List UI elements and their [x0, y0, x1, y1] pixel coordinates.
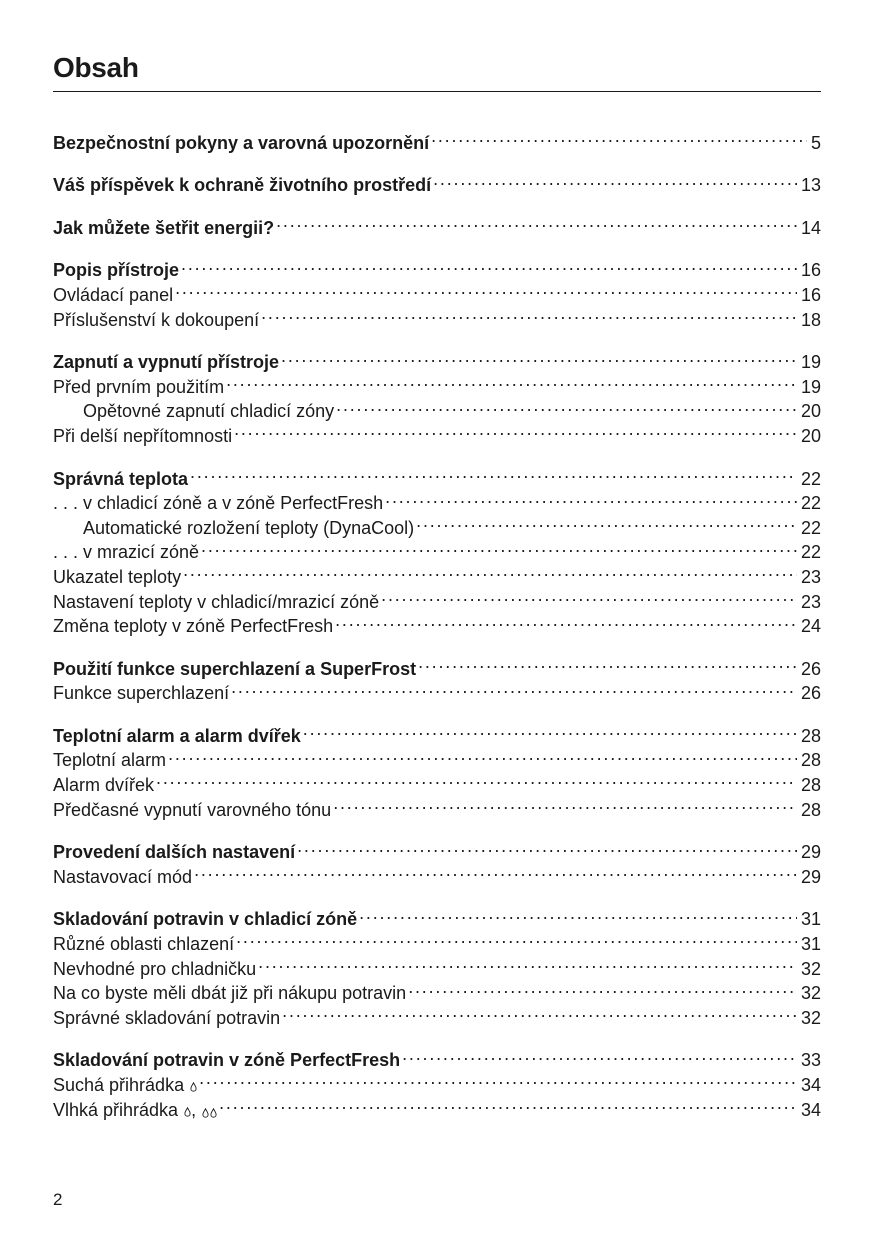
toc-leader-dots [303, 717, 797, 742]
toc-section-entry[interactable] [53, 650, 821, 679]
toc-entry-label: Ukazatel teploty [53, 566, 182, 587]
toc-page-number: 28 [800, 725, 821, 746]
toc-leader-dots [408, 975, 797, 1000]
toc-page-number: 22 [800, 468, 821, 489]
toc-page-number: 19 [800, 352, 821, 373]
toc-group [53, 209, 821, 238]
toc-entry-label: Funkce superchlazení [53, 683, 230, 704]
toc-leader-dots [156, 766, 797, 791]
toc-leader-dots [181, 252, 797, 277]
toc-page-number: 31 [800, 934, 821, 955]
toc-leader-dots [381, 583, 797, 608]
toc-section-entry[interactable] [53, 1042, 821, 1071]
toc-leader-dots [175, 276, 797, 301]
toc-leader-dots [297, 834, 797, 859]
toc-entry-label: Na co byste měli dbát již při nákupu potravin [53, 983, 407, 1004]
toc-leader-dots [236, 925, 797, 950]
toc-group [53, 834, 821, 887]
toc-section-entry[interactable] [53, 834, 821, 863]
toc-section-entry[interactable] [53, 901, 821, 930]
toc-entry[interactable] [53, 742, 821, 771]
toc-leader-dots [333, 791, 797, 816]
toc-page-number: 16 [800, 260, 821, 281]
title-divider [53, 91, 821, 92]
toc-page-number: 32 [800, 1007, 821, 1028]
toc-page-number: 24 [800, 616, 821, 637]
toc-leader-dots [336, 393, 797, 418]
toc-entry-label: Ovládací panel [53, 284, 174, 305]
page-title: Obsah [53, 52, 139, 83]
toc-page-number: 20 [800, 401, 821, 422]
toc-page-number: 23 [800, 591, 821, 612]
toc-page-number: 5 [810, 132, 821, 153]
toc-leader-dots [261, 301, 797, 326]
toc-leader-dots [359, 901, 797, 926]
toc-entry-label: Provedení dalších nastavení [53, 842, 296, 863]
toc-entry-label: Správná teplota [53, 468, 189, 489]
toc-page-number: 18 [800, 309, 821, 330]
toc-leader-dots [335, 608, 797, 633]
toc-leader-dots [226, 368, 797, 393]
toc-section-entry[interactable] [53, 252, 821, 281]
toc-entry-label: Použití funkce superchlazení a SuperFrost [53, 658, 417, 679]
toc-group [53, 124, 821, 153]
toc-group [53, 901, 821, 1028]
toc-entry-label: Alarm dvířek [53, 775, 155, 796]
toc-section-entry[interactable] [53, 717, 821, 746]
toc-page-number: 13 [800, 175, 821, 196]
toc-leader-dots [418, 650, 797, 675]
toc-entry-label: Teplotní alarm [53, 750, 167, 771]
toc-entry-label: Skladování potravin v chladicí zóně [53, 909, 358, 930]
toc-page-number: 29 [800, 866, 821, 887]
toc-page-number: 34 [800, 1075, 821, 1095]
toc-page-number: 22 [800, 542, 821, 563]
toc-leader-dots [258, 950, 797, 975]
toc-entry-label: Před prvním použitím [53, 376, 225, 397]
toc-entry-label: . . . v mrazicí zóně [53, 542, 200, 563]
toc-leader-dots [385, 485, 797, 510]
toc-leader-dots [402, 1042, 797, 1067]
toc-page-number: 14 [800, 217, 821, 238]
toc-group [53, 167, 821, 196]
toc-leader-dots [194, 858, 797, 883]
toc-page-number: 26 [800, 683, 821, 704]
page-number: 2 [53, 1190, 63, 1209]
toc-entry-label: Teplotní alarm a alarm dvířek [53, 725, 301, 746]
toc-page-number: 28 [800, 799, 821, 820]
toc-page-number: 22 [800, 517, 821, 538]
toc-entry-label: Předčasné vypnutí varovného tónu [53, 799, 332, 820]
toc-leader-dots [201, 534, 797, 559]
toc-entry-label: Příslušenství k dokoupení [53, 309, 260, 330]
toc-leader-dots [433, 167, 797, 192]
double-drop-icon [201, 1099, 217, 1124]
toc-group [53, 252, 821, 330]
toc-entry-label: Nevhodné pro chladničku [53, 958, 257, 979]
toc-entry-label: Nastavení teploty v chladicí/mrazicí zóně [53, 591, 380, 612]
toc-page-number: 33 [800, 1050, 821, 1071]
toc-page-number: 34 [800, 1099, 821, 1120]
toc-section-entry[interactable] [53, 460, 821, 489]
toc-entry-label: Bezpečnostní pokyny a varovná upozornění [53, 132, 430, 153]
toc-leader-dots [168, 742, 797, 767]
toc-page-number: 29 [800, 842, 821, 863]
toc-leader-dots [190, 460, 797, 485]
toc-leader-dots [234, 417, 797, 442]
toc-page-number: 28 [800, 750, 821, 771]
toc-entry-label: Změna teploty v zóně PerfectFresh [53, 616, 334, 637]
toc-entry-label: Vlhká přihrádka , [53, 1098, 217, 1124]
toc-page-number: 26 [800, 658, 821, 679]
table-of-contents [53, 124, 821, 1134]
toc-entry-label: Nastavovací mód [53, 866, 193, 887]
drop-icon [190, 1082, 197, 1092]
toc-page-number: 32 [800, 958, 821, 979]
toc-section-entry[interactable] [53, 167, 821, 196]
toc-entry-label: Při delší nepřítomnosti [53, 425, 233, 446]
toc-entry-label: Zapnutí a vypnutí přístroje [53, 352, 280, 373]
toc-entry-label: Popis přístroje [53, 260, 180, 281]
toc-page-number: 31 [800, 909, 821, 930]
toc-entry-label: Správné skladování potravin [53, 1007, 281, 1028]
toc-entry-label: Opětovné zapnutí chladicí zóny [83, 401, 335, 422]
toc-leader-dots [281, 344, 797, 369]
toc-leader-dots [231, 675, 797, 700]
toc-group [53, 460, 821, 637]
toc-entry[interactable] [53, 766, 821, 796]
toc-page-number: 28 [800, 775, 821, 796]
toc-leader-dots [282, 999, 797, 1024]
toc-section-entry[interactable] [53, 124, 821, 153]
toc-entry-label: Automatické rozložení teploty (DynaCool) [83, 517, 415, 538]
toc-entry[interactable] [53, 791, 821, 820]
toc-group [53, 717, 821, 820]
toc-page-number: 16 [800, 284, 821, 305]
toc-entry-label: Různé oblasti chlazení [53, 934, 235, 955]
toc-page-number: 19 [800, 376, 821, 397]
toc-leader-dots [199, 1066, 797, 1091]
toc-entry-label: Suchá přihrádka [53, 1073, 197, 1098]
toc-leader-dots [416, 509, 797, 534]
toc-entry-label: . . . v chladicí zóně a v zóně PerfectFresh [53, 493, 384, 514]
toc-group [53, 344, 821, 446]
toc-entry-label: Váš příspěvek k ochraně životního prostředí [53, 175, 432, 196]
toc-page-number: 20 [800, 425, 821, 446]
toc-entry-label: Skladování potravin v zóně PerfectFresh [53, 1050, 401, 1071]
toc-section-entry[interactable] [53, 209, 821, 238]
toc-leader-dots [219, 1091, 797, 1116]
toc-group [53, 1042, 821, 1120]
toc-group [53, 650, 821, 704]
toc-page-number: 22 [800, 493, 821, 514]
toc-entry-label: Jak můžete šetřit energii? [53, 217, 275, 238]
toc-leader-dots [276, 209, 797, 234]
toc-page-number: 32 [800, 983, 821, 1004]
toc-leader-dots [431, 124, 807, 149]
toc-section-entry[interactable] [53, 344, 821, 373]
toc-page-number: 23 [800, 566, 821, 587]
toc-leader-dots [183, 558, 797, 583]
